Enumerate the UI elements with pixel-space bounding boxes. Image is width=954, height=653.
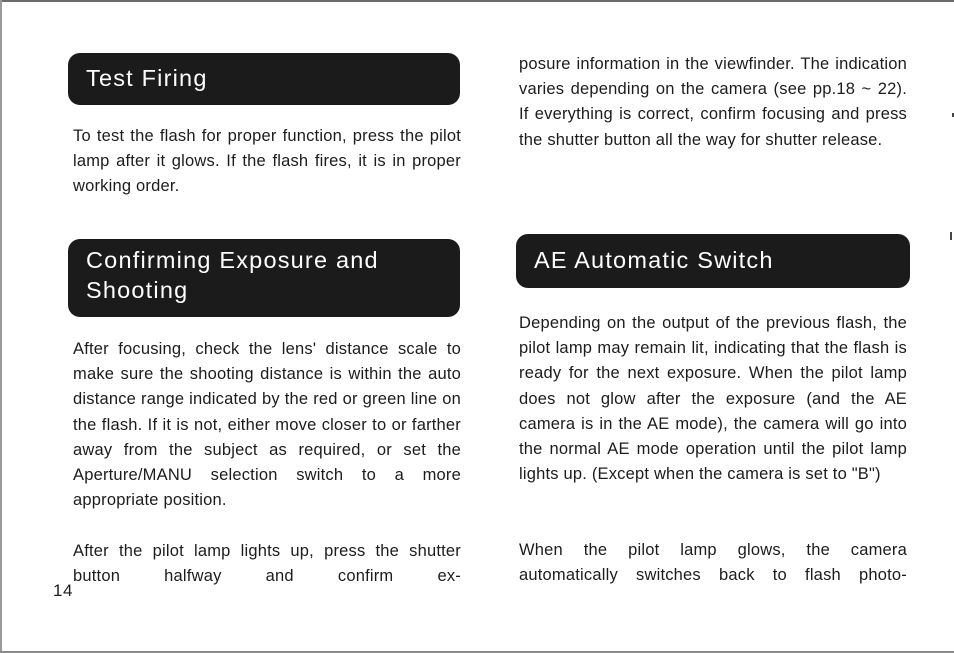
heading-text-line1: Confirming Exposure and: [86, 247, 379, 273]
page-edge-top: [0, 0, 954, 2]
paragraph-shutter-halfway: After the pilot lamp lights up, press the shutter button halfway and confirm ex-: [73, 542, 461, 586]
paragraph-confirming-exposure: After focusing, check the lens' distance scale to make sure the shooting distance is within the auto distance range indicated by the red or green line on the flash. If it is not, either move closer to or farther away from the subject as required, or set the Aperture/MANU selection switch to a more appropriate position.: [73, 340, 461, 510]
heading-text-line2: Shooting: [86, 277, 189, 303]
page-edge-left: [0, 0, 2, 653]
page-number: 14: [53, 581, 73, 600]
paragraph-test-firing: To test the flash for proper function, press the pilot lamp after it glows. If the flash fires, it is in proper working order.: [73, 127, 461, 196]
heading-text: AE Automatic Switch: [534, 247, 774, 273]
paragraph-ae-switch: Depending on the output of the previous flash, the pilot lamp may remain lit, indicating that the flash is ready for the next exposure. When the pilot lamp does not glow after the exposure (and the AE camera is in the AE mode), the camera will go into the normal AE mode operation until the pilot lamp lights up. (Except when the camera is set to "B"): [519, 314, 907, 484]
heading-text: Test Firing: [86, 65, 208, 91]
scan-mark: [950, 232, 952, 240]
heading-test-firing: [68, 53, 460, 105]
heading-ae-automatic-switch: [516, 234, 910, 288]
heading-confirming-exposure: [68, 239, 460, 317]
paragraph-exposure-info: posure information in the viewfinder. The indication varies depending on the camera (see pp.18 ~ 22). If everything is correct, confirm focusing and press the shutter button all the way for shutter release.: [519, 55, 907, 149]
paragraph-pilot-lamp-glows: When the pilot lamp glows, the camera automatically switches back to flash photo-: [519, 541, 907, 585]
